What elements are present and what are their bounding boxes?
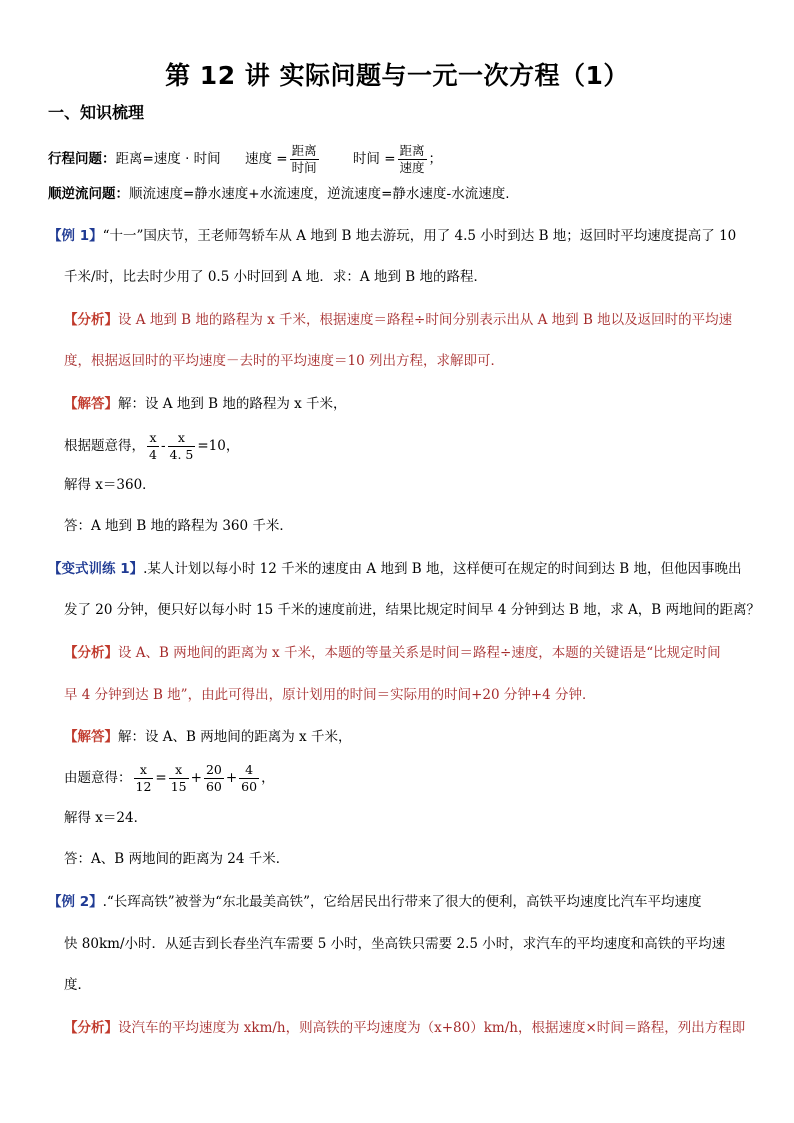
ex2-analysis-tag: 【分析】 (64, 1020, 118, 1036)
ex1-tag: 【例 1】 (48, 228, 103, 244)
ex1-answer: 答：A 地到 B 地的路程为 360 千米． (64, 518, 293, 534)
var1-fraction-2: $\frac{x}{15}$ (170, 762, 187, 794)
ex1-question-line1: 【例 1】“十一”国庆节，王老师驾轿车从 A 地到 B 地去游玩，用了 4.5 小时到达 B 地；返回时平均速度提高了 10 (48, 228, 737, 244)
ex2-question-line2: 快 80km/小时．从延吉到长春坐汽车需要 5 小时，坐高铁只需要 2.5 小时，求汽车的平均速度和高铁的平均速 (64, 936, 726, 952)
time-label: 时间 = (352, 151, 396, 167)
ex1-analysis-tag: 【分析】 (64, 312, 118, 328)
speed-label: 速度 = (244, 151, 288, 167)
var1-fraction-1: $\frac{x}{12}$ (135, 762, 152, 794)
ex1-analysis-line1: 【分析】设 A 地到 B 地的路程为 x 千米，根据速度＝路程÷时间分别表示出从 A 地到 B 地以及返回时的平均速 (64, 312, 733, 328)
ex2-tag: 【例 2】 (48, 894, 103, 910)
ex1-fraction-1: $\frac{x}{4}$ (149, 430, 157, 462)
ex1-analysis-line2: 度，根据返回时的平均速度－去时的平均速度＝10 列出方程，求解即可． (64, 353, 504, 369)
var1-analysis-line1: 【分析】设 A、B 两地间的距离为 x 千米，本题的等量关系是时间＝路程÷速度，本题的关键语是“比规定时间 (64, 645, 721, 661)
stream-text: 顺流速度=静水速度+水流速度，逆流速度=静水速度-水流速度. (129, 186, 510, 202)
section-heading: 一、知识梳理 (48, 103, 145, 122)
var1-analysis-tag: 【分析】 (64, 645, 118, 661)
var1-question-line1: 【变式训练 1】.某人计划以每小时 12 千米的速度由 A 地到 B 地，这样便可在规定的时间到达 B 地，但他因事晚出 (48, 561, 742, 577)
ex1-solution-result: 解得 x＝360． (64, 477, 156, 493)
ex2-question-line3: 度． (64, 977, 91, 993)
var1-fraction-4: $\frac{4}{60}$ (241, 762, 258, 794)
travel-label: 行程问题： (48, 151, 116, 167)
ex1-solution-line1: 【解答】解：设 A 地到 B 地的路程为 x 千米， (64, 396, 347, 412)
ex1-solution-tag: 【解答】 (64, 396, 118, 412)
ex1-fraction-2: $\frac{x}{4. 5}$ (169, 430, 194, 462)
var1-analysis-line2: 早 4 分钟到达 B 地”，由此可得出，原计划用的时间＝实际用的时间+20 分钟+4 分钟． (64, 687, 596, 703)
var1-solution-tag: 【解答】 (64, 729, 118, 745)
ex2-question-line1: 【例 2】.“长珲高铁”被誉为“东北最美高铁”，它给居民出行带来了很大的便利，高铁平均速度比汽车平均速度 (48, 894, 702, 910)
travel-formula: 距离=速度 · 时间 (115, 151, 221, 167)
travel-formula-line: 行程问题：距离=速度 · 时间 速度 = $\frac{\text{距离}}{\text{时间}}$ 时间 = $\frac{\text{距离}}{\text{速度}}$ ； (48, 143, 443, 175)
var1-tag: 【变式训练 1】 (48, 561, 144, 577)
page-title: 第 12 讲 实际问题与一元一次方程（1） (165, 61, 629, 90)
ex1-equation: 根据题意得， $\frac{x}{4}$ - $\frac{x}{4. 5}$ =10， (64, 430, 240, 462)
time-fraction: $\frac{\text{距离}}{\text{速度}}$ (399, 143, 425, 175)
var1-question-line2: 发了 20 分钟，便只好以每小时 15 千米的速度前进，结果比规定时间早 4 分钟到达 B 地，求 A，B 两地间的距离？ (64, 602, 760, 618)
ex1-question-line2: 千米/时，比去时少用了 0.5 小时回到 A 地．求：A 地到 B 地的路程． (64, 269, 487, 285)
var1-solution-result: 解得 x＝24． (64, 810, 148, 826)
var1-equation: 由题意得： $\frac{x}{12}$ = $\frac{x}{15}$ + $\frac{20}{60}$ + $\frac{4}{60}$ ， (64, 762, 275, 794)
speed-fraction: $\frac{\text{距离}}{\text{时间}}$ (291, 143, 317, 175)
var1-fraction-3: $\frac{20}{60}$ (205, 762, 222, 794)
stream-line (48, 184, 510, 204)
var1-answer: 答：A、B 两地间的距离为 24 千米． (64, 851, 290, 867)
ex2-analysis-line1: 【分析】设汽车的平均速度为 xkm/h，则高铁的平均速度为（x+80）km/h，根据速度×时间＝路程，列出方程即 (64, 1020, 746, 1036)
stream-label: 顺逆流问题： (48, 186, 129, 202)
var1-solution-line1: 【解答】解：设 A、B 两地间的距离为 x 千米， (64, 729, 352, 745)
